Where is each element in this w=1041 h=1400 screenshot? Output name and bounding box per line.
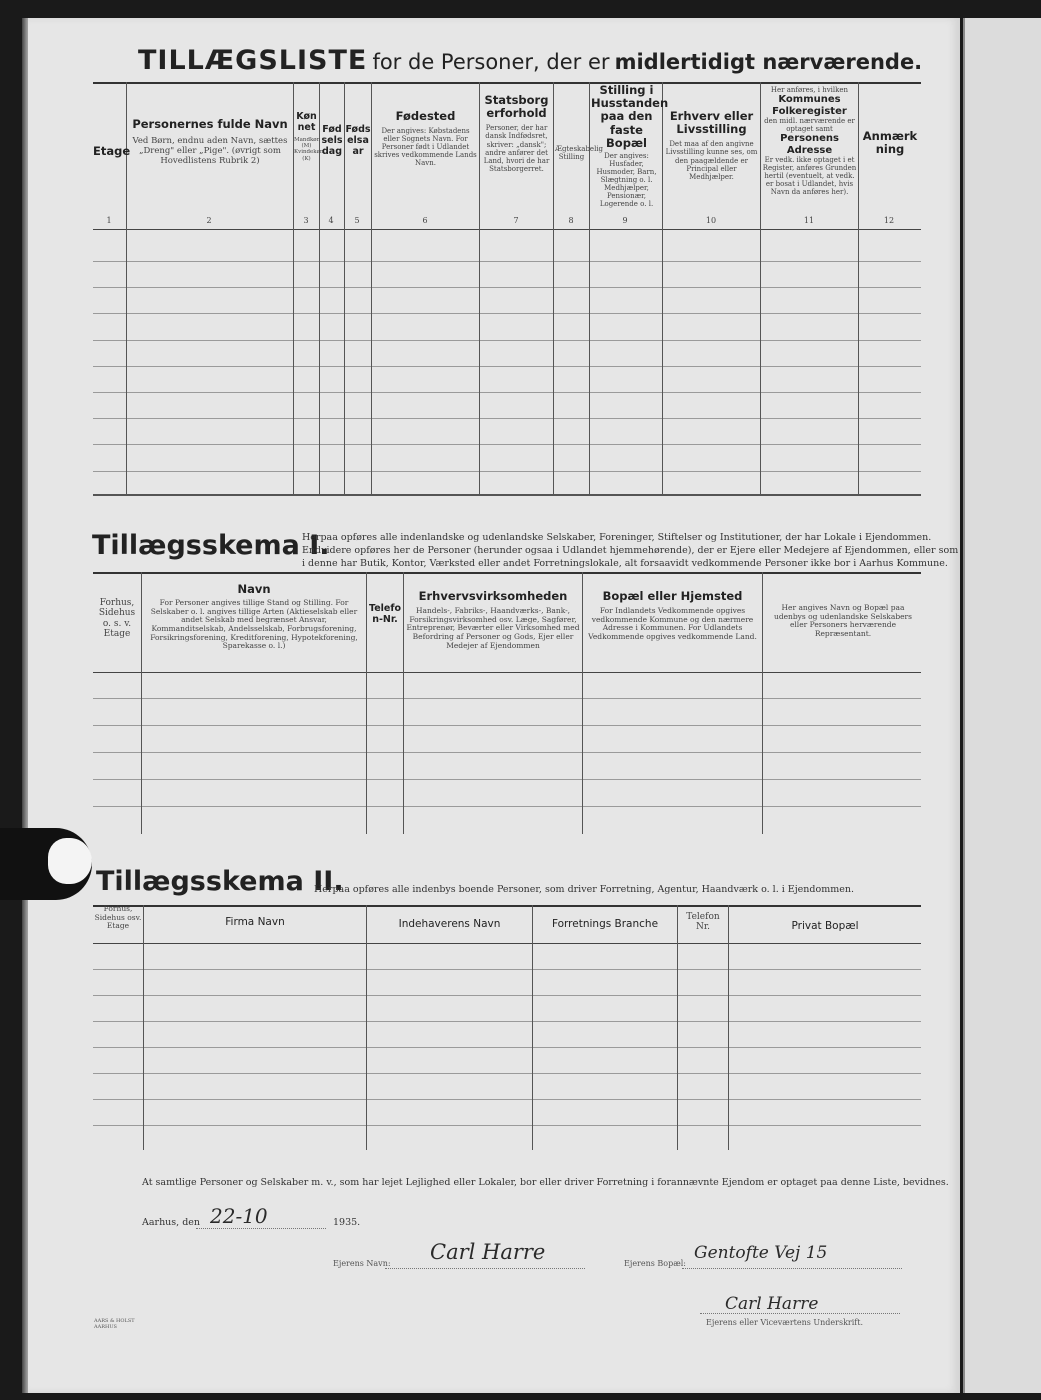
column-number: 6 [422, 216, 428, 225]
table1-top-border [93, 82, 921, 84]
owner-name-line [385, 1268, 585, 1269]
column-number: 12 [883, 216, 895, 225]
table1-bottom-border [93, 494, 921, 496]
table1-row-line [93, 418, 921, 419]
t1-vline [553, 82, 554, 494]
column-number: 8 [568, 216, 574, 225]
s1-vline [141, 572, 142, 834]
signature-line [700, 1313, 900, 1314]
s2-col-branch-header: Forretnings Branche [551, 918, 659, 930]
s1-vline [366, 572, 367, 834]
col-name-sub: Ved Børn, endnu aden Navn, sættes „Dreng" eller „Pige". (øvrigt som Hovedlistens Rubrik 2) [132, 136, 288, 166]
t1-vline [760, 82, 761, 494]
col-gender-sub: Mandkøn (M) Kvindekøn (K) [294, 136, 324, 162]
s1-col-name-sub: For Personer angives tillige Stand og Stilling. For Selskaber o. l. angives tillige Arten (Aktieselskab eller andet Selskab med begrænset Ansvar, Kommanditselskab, Andelsselskab, Forbrugsforening, Forsikringsforening, Kreditforening, Hypotekforening, Sparekasse o. l.) [150, 598, 358, 651]
s1-col-etage-header: Forhus, Sidehus o. s. v. Etage [98, 598, 136, 640]
col-name-title: Personernes fulde Navn [132, 117, 288, 131]
certification-text: At samtlige Personer og Selskaber m. v., som har lejet Lejlighed eller Lokaler, bor eller driver Forretning i forannævnte Ejendom er optaget paa denne Liste, bevidnes. [142, 1177, 949, 1188]
schema2-title: Tillægsskema II. [96, 866, 344, 897]
owner-address-line [682, 1268, 902, 1269]
col-citizenship-sub: Personer, der har dansk Indfødsret, skriver: „dansk"; andre anfører det Land, hvori de har Statsborgerret. [483, 124, 550, 173]
col-register-header [762, 86, 857, 196]
t1-vline [589, 82, 590, 494]
s1-vline [582, 572, 583, 834]
col-register-title: Kommunes Folkeregister [772, 94, 847, 117]
column-number: 7 [513, 216, 519, 225]
schema1-row-line [93, 779, 921, 780]
thumbnail-highlight [48, 838, 92, 884]
s2-col-owner-header: Indehaverens Navn [398, 918, 501, 930]
table1-row-line [93, 444, 921, 445]
table1-row-line [93, 366, 921, 367]
signature-handwritten: Carl Harre [725, 1294, 819, 1314]
t1-vline [479, 82, 480, 494]
s1-col-business-title: Erhvervsvirksomheden [418, 589, 568, 603]
s1-col-business-header [405, 590, 581, 650]
s2-vline [728, 905, 729, 1150]
schema2-top-border [93, 905, 921, 907]
col-birthplace-sub: Der angives: Købstadens eller Sognets Navn. For Personer født i Udlandet skrives vedkommende Lands Navn. [374, 127, 477, 168]
schema2-row-line [93, 1125, 921, 1126]
col-marital-header: Ægteskabelig Stilling [555, 145, 604, 162]
title-big: TILLÆGSLISTE [138, 45, 368, 76]
schema1-intro-line2: Endvidere opføres her de Personer (herunder ogsaa i Udlandet hjemmehørende), der er Ejere eller Medejere af Ejendommen, eller som [302, 545, 959, 556]
schema2-row-line [93, 1073, 921, 1074]
col-occupation-header [664, 110, 759, 181]
schema1-title: Tillægsskema I. [92, 530, 330, 561]
s1-col-name-header [143, 583, 365, 651]
schema1-intro-line1: Herpaa opføres alle indenlandske og udenlandske Selskaber, Foreninger, Stiftelser og Institutioner, der har Lokale i Ejendommen. [302, 532, 932, 543]
s2-col-phone-header: Telefon Nr. [686, 912, 720, 933]
table1-header-bottom [93, 229, 921, 230]
s1-col-residence-sub: For Indlandets Vedkommende opgives vedkommende Kommune og den nærmere Adresse i Kommunen. For Udlandets Vedkommende opgives vedkommende Land. [588, 606, 757, 642]
owner-name-handwritten: Carl Harre [430, 1240, 546, 1264]
col-occupation-sub: Det maa af den angivne Livsstilling kunne ses, om den paagældende er Principal eller Medhjælper. [665, 140, 758, 181]
s2-col-etage-header: Forhus, Sidehus osv. Etage [94, 904, 142, 931]
t1-vline [858, 82, 859, 494]
year-text: 1935. [333, 1217, 361, 1228]
column-number: 9 [622, 216, 628, 225]
schema1-header-bottom [93, 672, 921, 673]
page-title [138, 45, 922, 76]
owner-address-label: Ejerens Bopæl: [624, 1259, 687, 1268]
s1-col-business-sub: Handels-, Fabriks-, Haandværks-, Bank-, Forsikringsvirksomhed osv. Læge, Sagfører, Entreprenør, Beværter eller Virksomhed med Befordring af Personer og Gods, Ejer eller Medejer af Ejendommen [406, 606, 580, 650]
s1-col-residence-title: Bopæl eller Hjemsted [602, 589, 743, 603]
s1-col-representative-header: Her angives Navn og Bopæl paa udenbys og udenlandske Selskabers eller Personers herværende Repræsentant. [773, 603, 912, 638]
s2-vline [143, 905, 144, 1150]
col-name-header [128, 118, 292, 167]
date-handwritten: 22-10 [210, 1204, 268, 1228]
signature-label: Ejerens eller Viceværtens Underskrift. [706, 1318, 864, 1327]
col-birthday-header: Fødselsdag [321, 124, 343, 157]
col-birthplace-title: Fødested [395, 109, 456, 123]
table1-row-line [93, 261, 921, 262]
column-number: 5 [354, 216, 360, 225]
schema2-row-line [93, 969, 921, 970]
schema1-row-line [93, 698, 921, 699]
s1-col-phone-header: Telefon-Nr. [368, 603, 402, 625]
col-household-sub: Der angives: Husfader, Husmoder, Barn, Slægtning o. l. Medhjælper, Pensionær, Logerende o. l. [596, 152, 657, 209]
schema2-header-bottom [93, 943, 921, 944]
place-label: Aarhus, den [142, 1217, 201, 1228]
owner-name-label: Ejerens Navn: [333, 1259, 391, 1268]
schema1-top-border [93, 572, 921, 574]
schema1-row-line [93, 752, 921, 753]
title-mid: for de Personer, der er [372, 50, 610, 74]
schema2-intro: Herpaa opføres alle indenbys boende Personer, som driver Forretning, Agentur, Haandværk o. l. i Ejendommen. [314, 884, 854, 895]
table1-row-line [93, 287, 921, 288]
schema2-row-line [93, 1021, 921, 1022]
column-number: 10 [705, 216, 717, 225]
s1-vline [403, 572, 404, 834]
col-gender-title: Kønnet [296, 111, 317, 133]
table1-row-line [93, 392, 921, 393]
table1-row-line [93, 471, 921, 472]
schema1-intro-line3: i denne har Butik, Kontor, Værksted eller andet Forretningslokale, alt forsaavidt vedkommende Personer ikke bor i Aarhus Kommune. [302, 558, 948, 569]
s2-col-firm-header: Firma Navn [225, 916, 285, 928]
col-register-sub-mid: den midl. nærværende er optaget samt [764, 117, 855, 134]
table1-row-line [93, 313, 921, 314]
t1-vline [662, 82, 663, 494]
date-line [196, 1228, 326, 1229]
s2-vline [366, 905, 367, 1150]
owner-address-handwritten: Gentofte Vej 15 [694, 1243, 828, 1263]
column-number: 3 [303, 216, 309, 225]
s2-col-private-header: Privat Bopæl [791, 920, 859, 932]
col-gender-header [294, 111, 324, 162]
col-remarks-header: Anmærkning [862, 129, 918, 157]
schema1-row-line [93, 725, 921, 726]
col-register-sub-top: Her anføres, i hvilken [770, 86, 849, 94]
s2-vline [677, 905, 678, 1150]
table1-row-line [93, 340, 921, 341]
schema2-row-line [93, 1099, 921, 1100]
col-register-title2: Personens Adresse [780, 133, 839, 156]
column-number: 1 [106, 216, 112, 225]
col-birthplace-header [373, 110, 478, 167]
title-bold: midlertidigt nærværende. [614, 50, 923, 74]
s1-col-residence-header [584, 590, 761, 642]
printer-mark: AARS & HOLST AARHUS [94, 1318, 135, 1330]
col-citizenship-header [481, 94, 552, 173]
column-number: 4 [328, 216, 334, 225]
schema2-row-line [93, 1047, 921, 1048]
s2-vline [532, 905, 533, 1150]
schema1-row-line [93, 806, 921, 807]
col-etage-header: Etage [93, 144, 131, 158]
col-household-header [591, 83, 669, 209]
col-birthyear-header: Fødselsaar [345, 124, 371, 157]
col-household-title: Stilling i Husstanden paa den faste Bopæl [591, 83, 669, 150]
column-number: 11 [803, 216, 815, 225]
t1-vline [371, 82, 372, 494]
schema2-row-line [93, 995, 921, 996]
col-occupation-title: Erhverv eller Livsstilling [669, 109, 754, 137]
col-register-sub: Er vedk. ikke optaget i et Register, anføres Grunden hertil (eventuelt, at vedk. er bosat i Udlandet, hvis Navn da anføres her). [762, 156, 857, 197]
s1-col-name-title: Navn [237, 582, 271, 596]
s1-vline [762, 572, 763, 834]
col-citizenship-title: Statsborgerforhold [484, 93, 549, 121]
adjacent-page [963, 18, 1041, 1393]
column-number: 2 [206, 216, 212, 225]
